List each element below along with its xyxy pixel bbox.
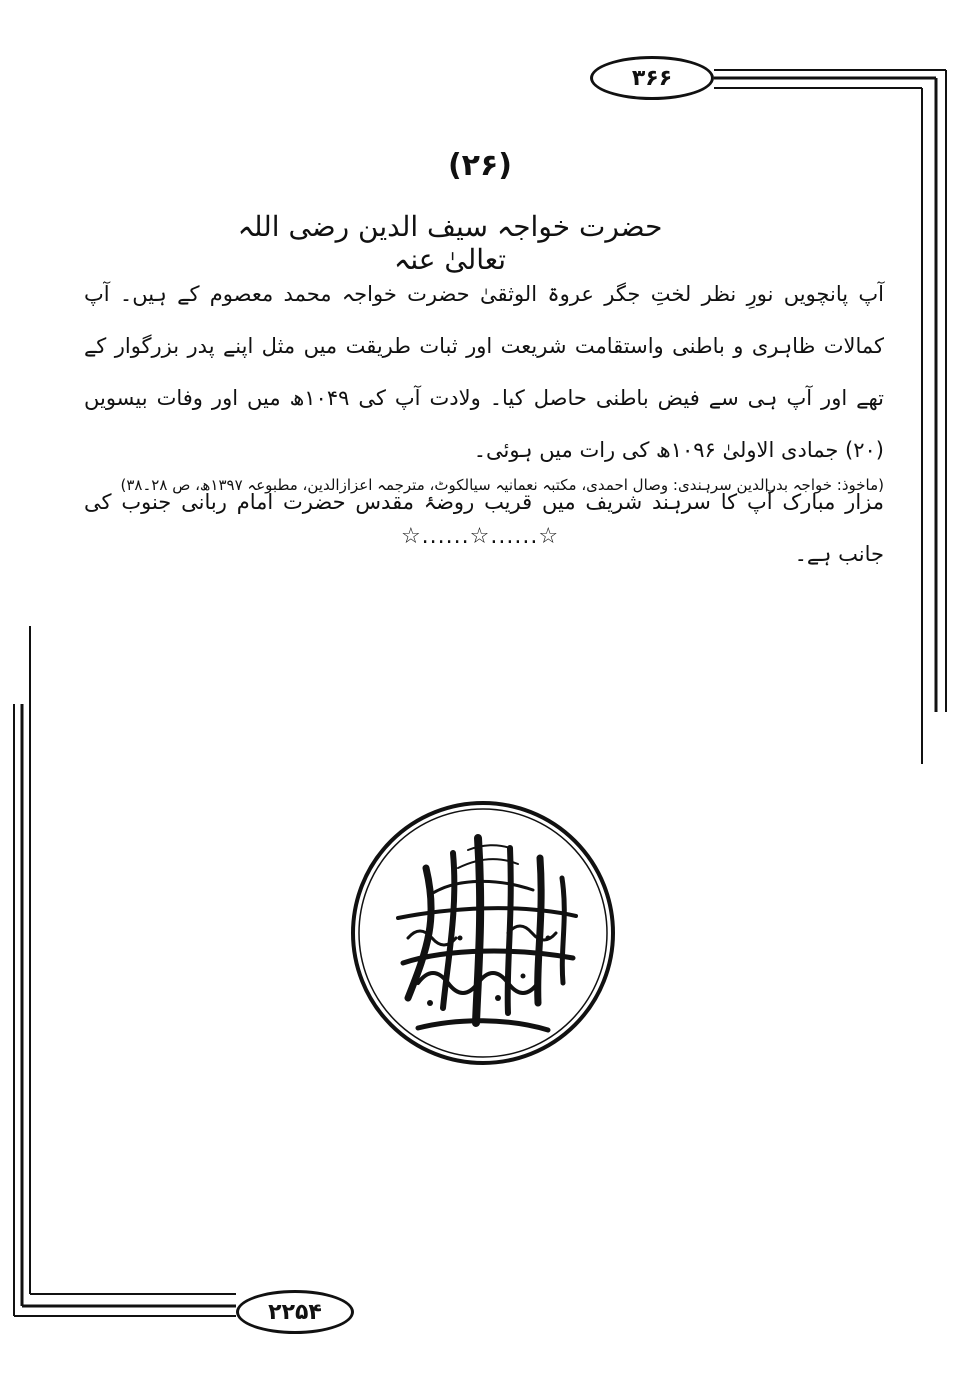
- star-separator: ☆......☆......☆: [400, 524, 560, 549]
- top-page-number: ۳۶۶: [590, 56, 714, 100]
- paragraph-1: آپ پانچویں نورِ نظر لختِ جگر عروۃ الوثقیٰ حضرت خواجہ محمد معصوم کے ہیں۔ آپ کمالات ظاہری و باطنی واستقامت شریعت اور ثبات طریقت میں مثل اپنے پدر بزرگوار کے تھے اور آپ ہی سے فیض باطنی حاصل کیا۔ ولادت آپ کی ۱۰۴۹ھ میں اور وفات بیسویں (۲۰) جمادی الاولیٰ ۱۰۹۶ھ کی رات میں ہوئی۔: [84, 282, 884, 462]
- chapter-heading: حضرت خواجہ سیف الدین رضی اللہ تعالیٰ عنہ: [237, 210, 663, 276]
- chapter-number: (۲۶): [447, 148, 513, 183]
- paragraph-2: مزار مبارک آپ کا سرہند شریف میں قریب روضۂ مقدس حضرت امام ربانی جنوب کی جانب ہے۔: [84, 490, 884, 566]
- bottom-page-number: ۲۲۵۴: [236, 1290, 354, 1334]
- calligraphy-seal-icon: [348, 798, 618, 1068]
- source-reference: (ماخوذ: خواجہ بدرالدین سرہندی: وصال احمدی، مکتبہ نعمانیہ سیالکوٹ، مترجمہ اعزازالدین، مطبوعہ ۱۳۹۷ھ، ص ۲۸۔۳۸): [120, 476, 884, 494]
